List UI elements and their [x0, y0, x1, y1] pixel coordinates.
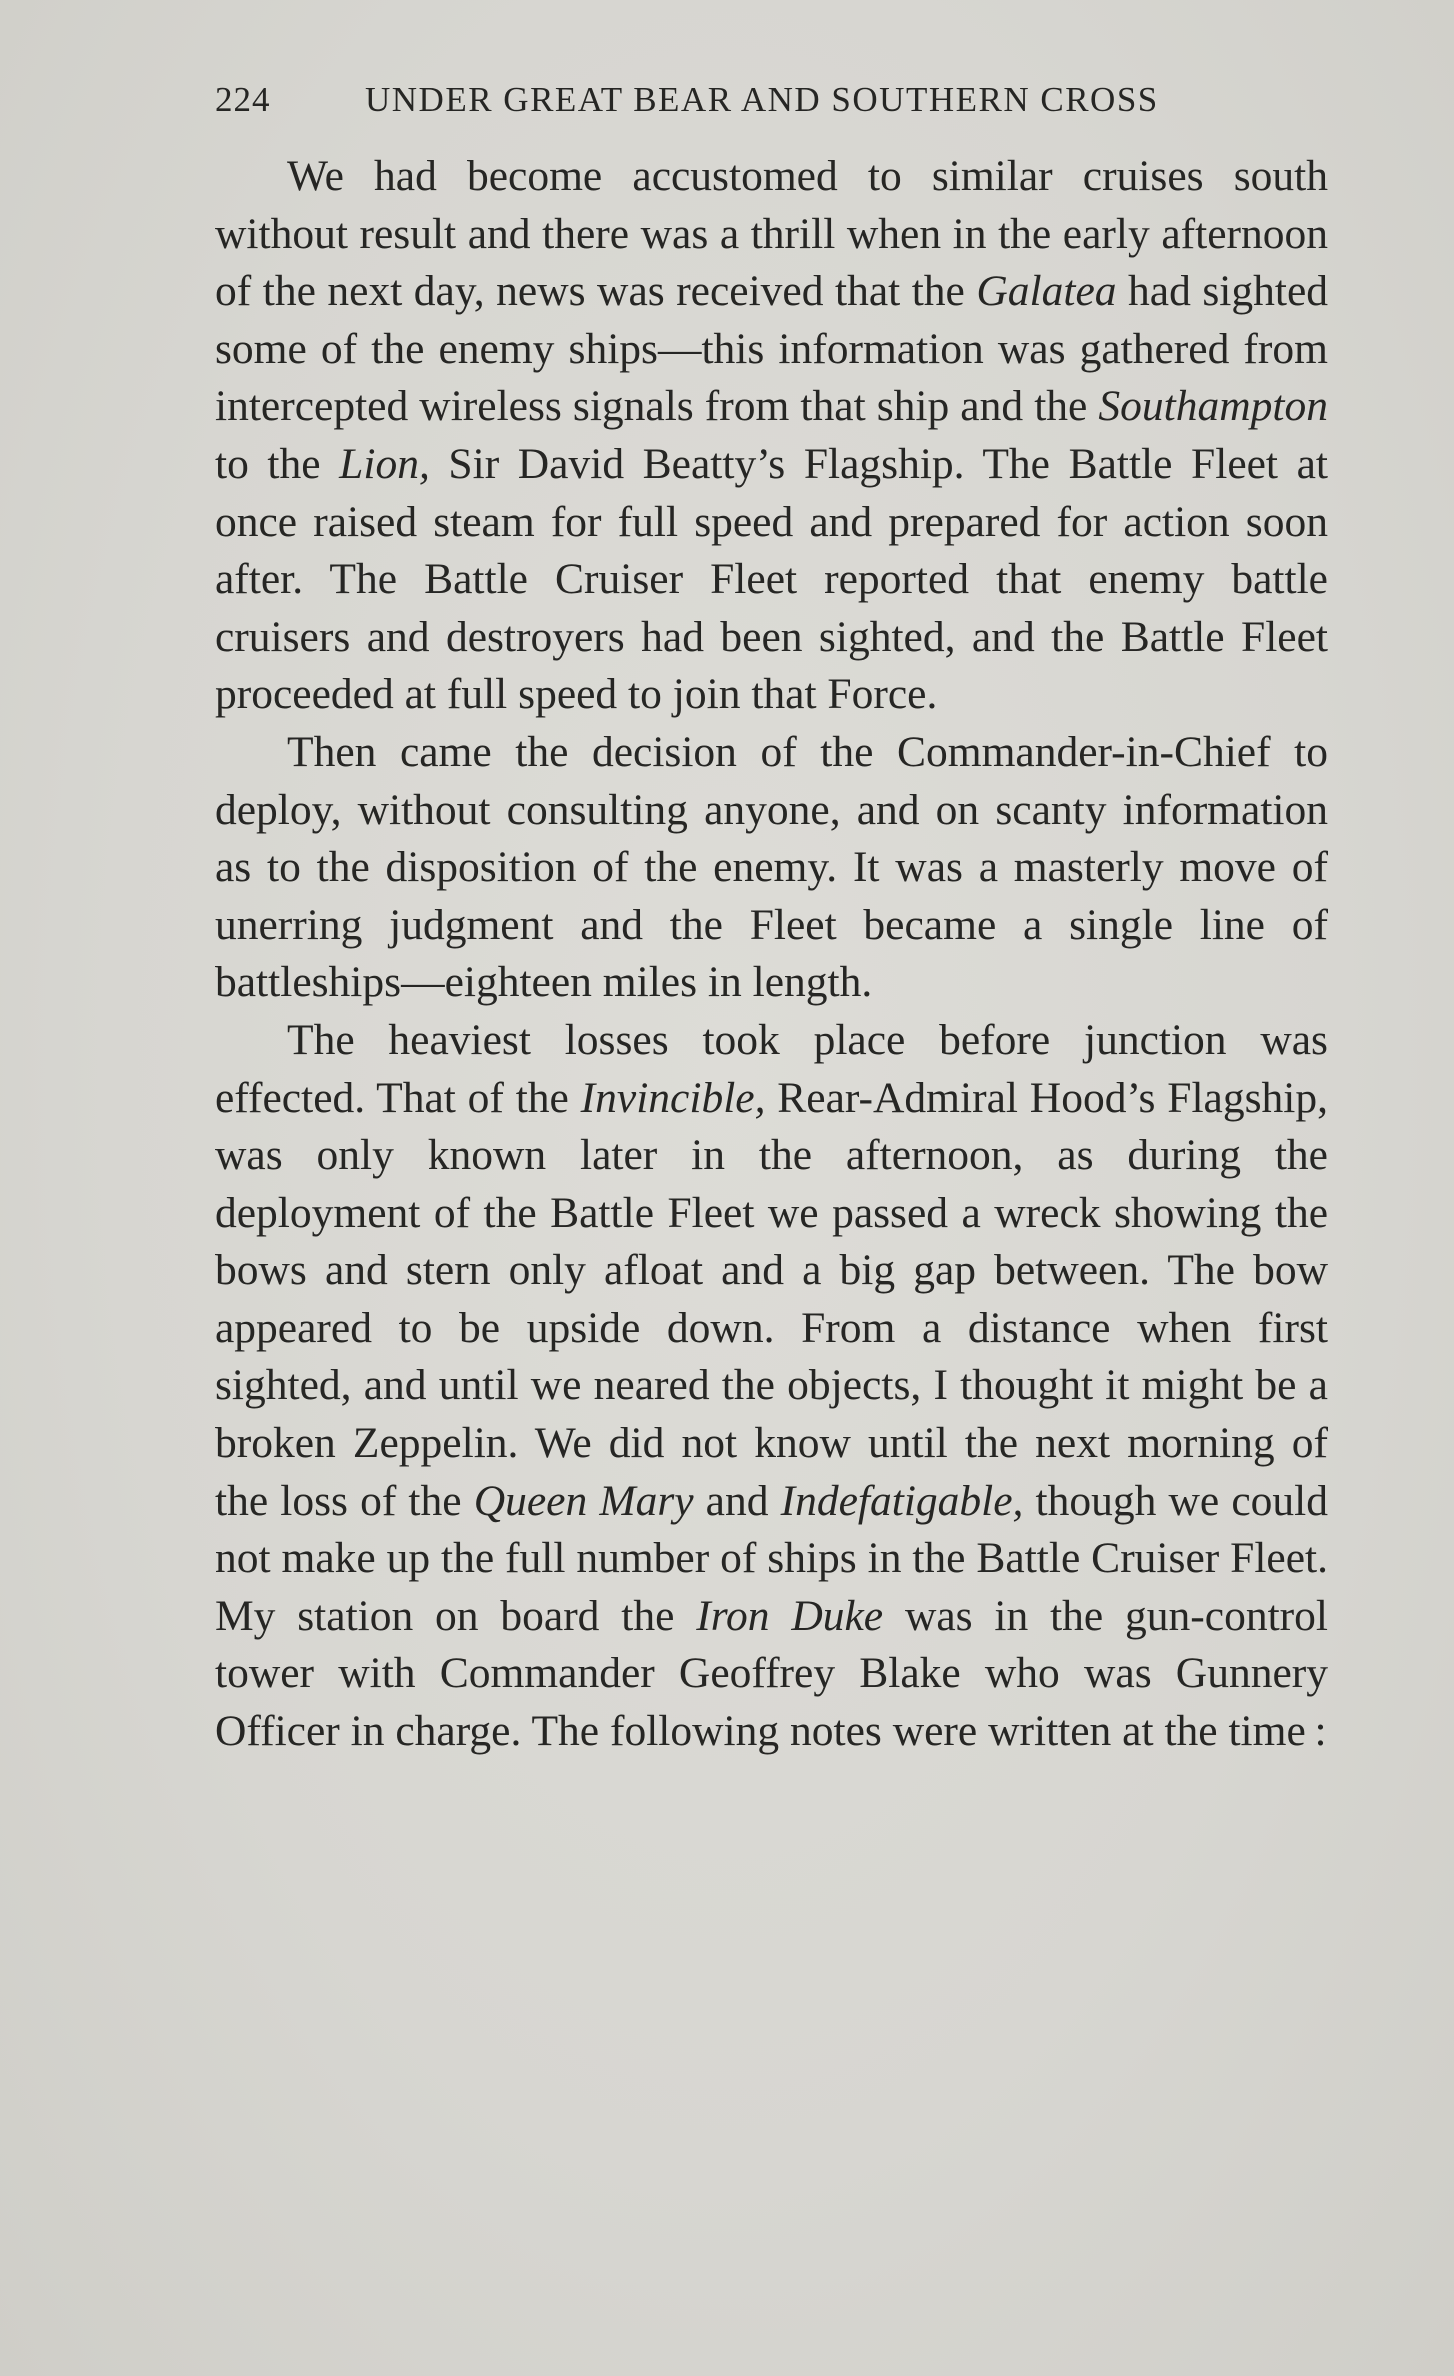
- paragraph-3: [215, 1012, 1328, 1761]
- paragraph-1-text-4: Sir David Beatty’s Flagship. The Battle Fleet at once raised steam for full speed and prepared for action soon after. The Battle Cruiser Fleet reported that enemy battle cruisers and destroyers had been sighted, and the Battle Fleet proceeded at full speed to join that Force.: [215, 439, 1329, 719]
- paragraph-3-text-2: Rear-Admiral Hood’s Flagship, was only known later in the afternoon, as during the deployment of the Battle Fleet we passed a wreck showing the bows and stern only afloat and a big gap between. The bow appeared to be upside down. From a distance when first sighted, and until we neared the objects, I thought it might be a broken Zeppelin. We did not know until the next morning of the loss of the: [215, 1073, 1328, 1525]
- paragraph-1-text-1: We had become accustomed to similar cruises south without result and there was a thrill when in the early afternoon of the next day, news was received that the: [215, 152, 1328, 316]
- paragraph-1: [215, 148, 1328, 724]
- paragraph-3-text-1: The heaviest losses took place before junction was effected. That of the: [215, 1015, 1328, 1122]
- paragraph-3-text-4: though we could not make up the full number of ships in the Battle Cruiser Fleet. My station on board the: [215, 1476, 1328, 1640]
- ship-name-invincible: Invincible,: [580, 1073, 766, 1122]
- ship-name-southampton: Southampton: [1098, 382, 1328, 431]
- paragraph-2: Then came the decision of the Commander-in-Chief to deploy, without consulting anyone, and on scanty information as to the disposition of the enemy. It was a masterly move of unerring judgment and the Fleet became a single line of battleships—eighteen miles in length.: [215, 727, 1328, 1007]
- paragraph-1-text-3: to the: [215, 439, 340, 488]
- ship-name-galatea: Galatea: [976, 267, 1117, 316]
- running-title: UNDER GREAT BEAR AND SOUTHERN CROSS: [365, 80, 1159, 119]
- page-number: 224: [215, 80, 271, 119]
- ship-name-iron-duke: Iron Duke: [696, 1591, 884, 1640]
- ship-name-queen-mary: Queen Mary: [473, 1476, 694, 1525]
- ship-name-lion: Lion,: [339, 439, 430, 488]
- paragraph-3-text-3: and: [693, 1476, 781, 1525]
- ship-name-indefatigable: Indefatigable,: [780, 1476, 1024, 1525]
- running-head: [215, 74, 1345, 126]
- paragraph-3-text-5: was in the gun-control tower with Commander Geoffrey Blake who was Gunnery Officer in charge. The following notes were written at the time :: [215, 1591, 1328, 1756]
- paragraph-1-text-2: had sighted some of the enemy ships—this information was gathered from intercepted wireless signals from that ship and the: [215, 267, 1328, 431]
- body-text: [215, 148, 1328, 1761]
